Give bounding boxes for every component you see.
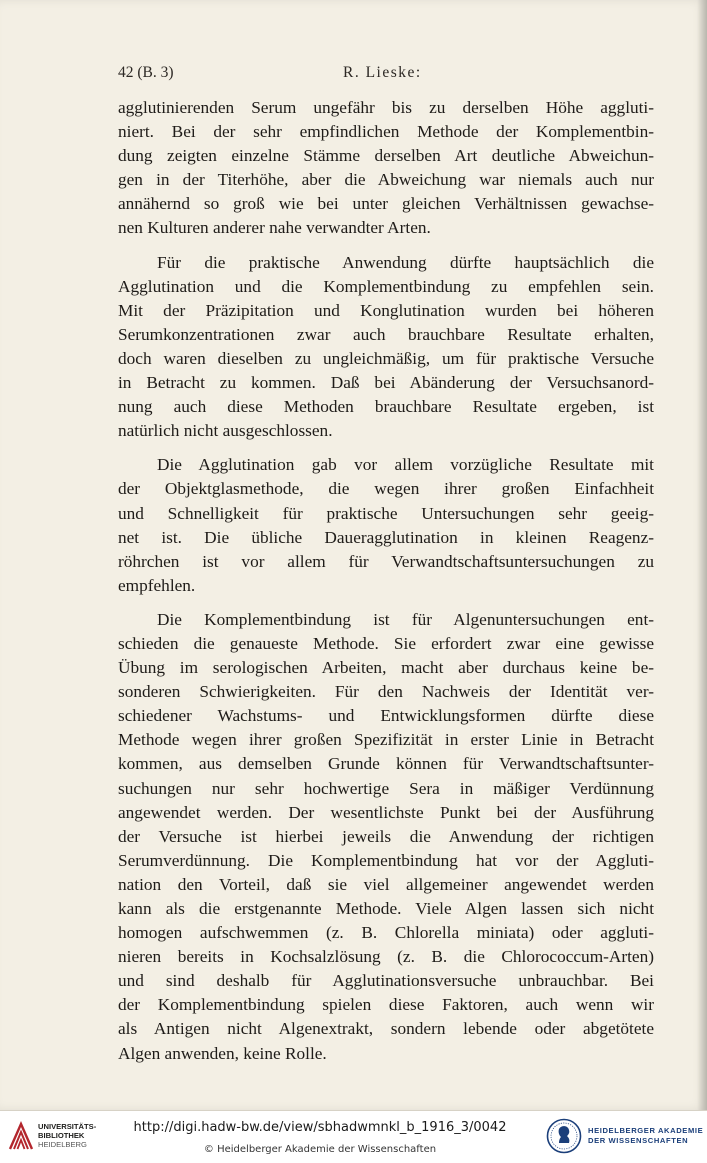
- running-author: R. Lieske:: [343, 64, 422, 81]
- text-line: röhrchen ist vor allem für Verwandtschaftsuntersuchungen zu: [118, 551, 654, 571]
- text-line: nation den Vorteil, daß sie viel allgemeiner angewendet werden: [118, 874, 654, 894]
- body-text: [118, 96, 654, 1076]
- text-line: Algen anwenden, keine Rolle.: [118, 1043, 327, 1063]
- text-line: und sind deshalb für Agglutinationsversuche unbrauchbar. Bei: [118, 971, 654, 991]
- text-line: gen in der Titerhöhe, aber die Abweichung war niemals auch nur: [118, 170, 654, 190]
- text-line: sonderen Schwierigkeiten. Für den Nachweis der Identität ver-: [118, 682, 654, 702]
- text-line: suchungen nur sehr hochwertige Sera in mäßiger Verdünnung: [118, 778, 654, 798]
- text-line: schiedener Wachstums- und Entwicklungsformen dürfte diese: [118, 706, 654, 726]
- ub-line-3: HEIDELBERG: [38, 1140, 87, 1149]
- text-line: Die Komplementbindung ist für Algenuntersuchungen ent-: [157, 609, 654, 629]
- academy-line-2: DER WISSENSCHAFTEN: [588, 1136, 689, 1145]
- text-line: natürlich nicht ausgeschlossen.: [118, 421, 333, 441]
- text-line: Für die praktische Anwendung dürfte hauptsächlich die: [157, 252, 654, 272]
- page-spine-shadow: [697, 0, 707, 1110]
- text-line: und Schnelligkeit für praktische Untersuchungen sehr geeig-: [118, 503, 654, 523]
- text-line: der Komplementbindung spielen diese Faktoren, auch wenn wir: [118, 995, 654, 1015]
- paragraph: [118, 608, 654, 1066]
- text-line: Agglutination und die Komplementbindung zu empfehlen sein.: [118, 276, 654, 296]
- text-line: homogen aufschwemmen (z. B. Chlorella miniata) oder aggluti-: [118, 923, 654, 943]
- text-line: niert. Bei der sehr empfindlichen Methode der Komplementbin-: [118, 122, 654, 142]
- text-line: agglutinierenden Serum ungefähr bis zu derselben Höhe aggluti-: [118, 98, 654, 117]
- text-line: schieden die genaueste Methode. Sie erfordert zwar eine gewisse: [118, 633, 654, 653]
- text-line: Methode wegen ihrer großen Spezifizität in erster Linie in Betracht: [118, 730, 654, 750]
- text-line: als Antigen nicht Algenextrakt, sondern lebende oder abgetötete: [118, 1019, 654, 1039]
- text-line: empfehlen.: [118, 575, 196, 595]
- academy-line-1: HEIDELBERGER AKADEMIE: [588, 1126, 704, 1135]
- ub-line-2: BIBLIOTHEK: [38, 1131, 85, 1140]
- text-line: der Versuche ist hierbei jeweils die Anwendung der richtigen: [118, 826, 654, 846]
- text-line: Übung im serologischen Arbeiten, macht aber durchaus keine be-: [118, 658, 654, 678]
- paragraph: [118, 453, 654, 598]
- text-line: nung auch diese Methoden brauchbare Resultate ergeben, ist: [118, 397, 654, 417]
- text-line: der Objektglasmethode, die wegen ihrer großen Einfachheit: [118, 479, 654, 499]
- text-line: in Betracht zu kommen. Daß bei Abänderung der Versuchsanord-: [118, 373, 654, 393]
- academy-seal-icon: [546, 1118, 582, 1154]
- ub-line-1: UNIVERSITÄTS-: [38, 1122, 97, 1131]
- copyright-notice: © Heidelberger Akademie der Wissenschaften: [203, 1144, 437, 1155]
- text-line: nieren bereits in Kochsalzlösung (z. B. die Chlorococcum-Arten): [118, 947, 654, 967]
- text-line: angewendet werden. Der wesentlichste Punkt bei der Ausführung: [118, 802, 654, 822]
- text-line: Mit der Präzipitation und Konglutination wurden bei höheren: [118, 300, 654, 320]
- text-line: nen Kulturen anderer nahe verwandter Arten.: [118, 218, 431, 238]
- text-line: Serumverdünnung. Die Komplementbindung hat vor der Aggluti-: [118, 850, 654, 870]
- page-reference: 42 (B. 3): [118, 64, 174, 81]
- text-line: dung zeigten einzelne Stämme derselben Art deutliche Abweichun-: [118, 146, 654, 166]
- text-line: Serumkonzentrationen zwar auch brauchbare Resultate erhalten,: [118, 324, 654, 344]
- text-line: kann als die erstgenannte Methode. Viele Algen lassen sich nicht: [118, 899, 654, 918]
- text-line: doch waren dieselben zu ungleichmäßig, um für praktische Versuche: [118, 348, 654, 368]
- text-line: kommen, aus demselben Grunde können für Verwandtschaftsunter-: [118, 754, 654, 774]
- paragraph: [118, 96, 654, 241]
- academy-name: [588, 1126, 703, 1146]
- text-line: net ist. Die übliche Daueragglutination in kleinen Reagenz-: [118, 527, 654, 547]
- text-line: Die Agglutination gab vor allem vorzügliche Resultate mit: [157, 455, 654, 475]
- footer-bar: [0, 1110, 707, 1163]
- paragraph: [118, 251, 654, 444]
- text-line: annähernd so groß wie bei unter gleichen Verhältnissen gewachse-: [118, 194, 654, 214]
- running-header: [118, 64, 654, 86]
- permalink-url[interactable]: http://digi.hadw-bw.de/view/sbhadwmnkl_b_1916_3/0042: [133, 1120, 507, 1135]
